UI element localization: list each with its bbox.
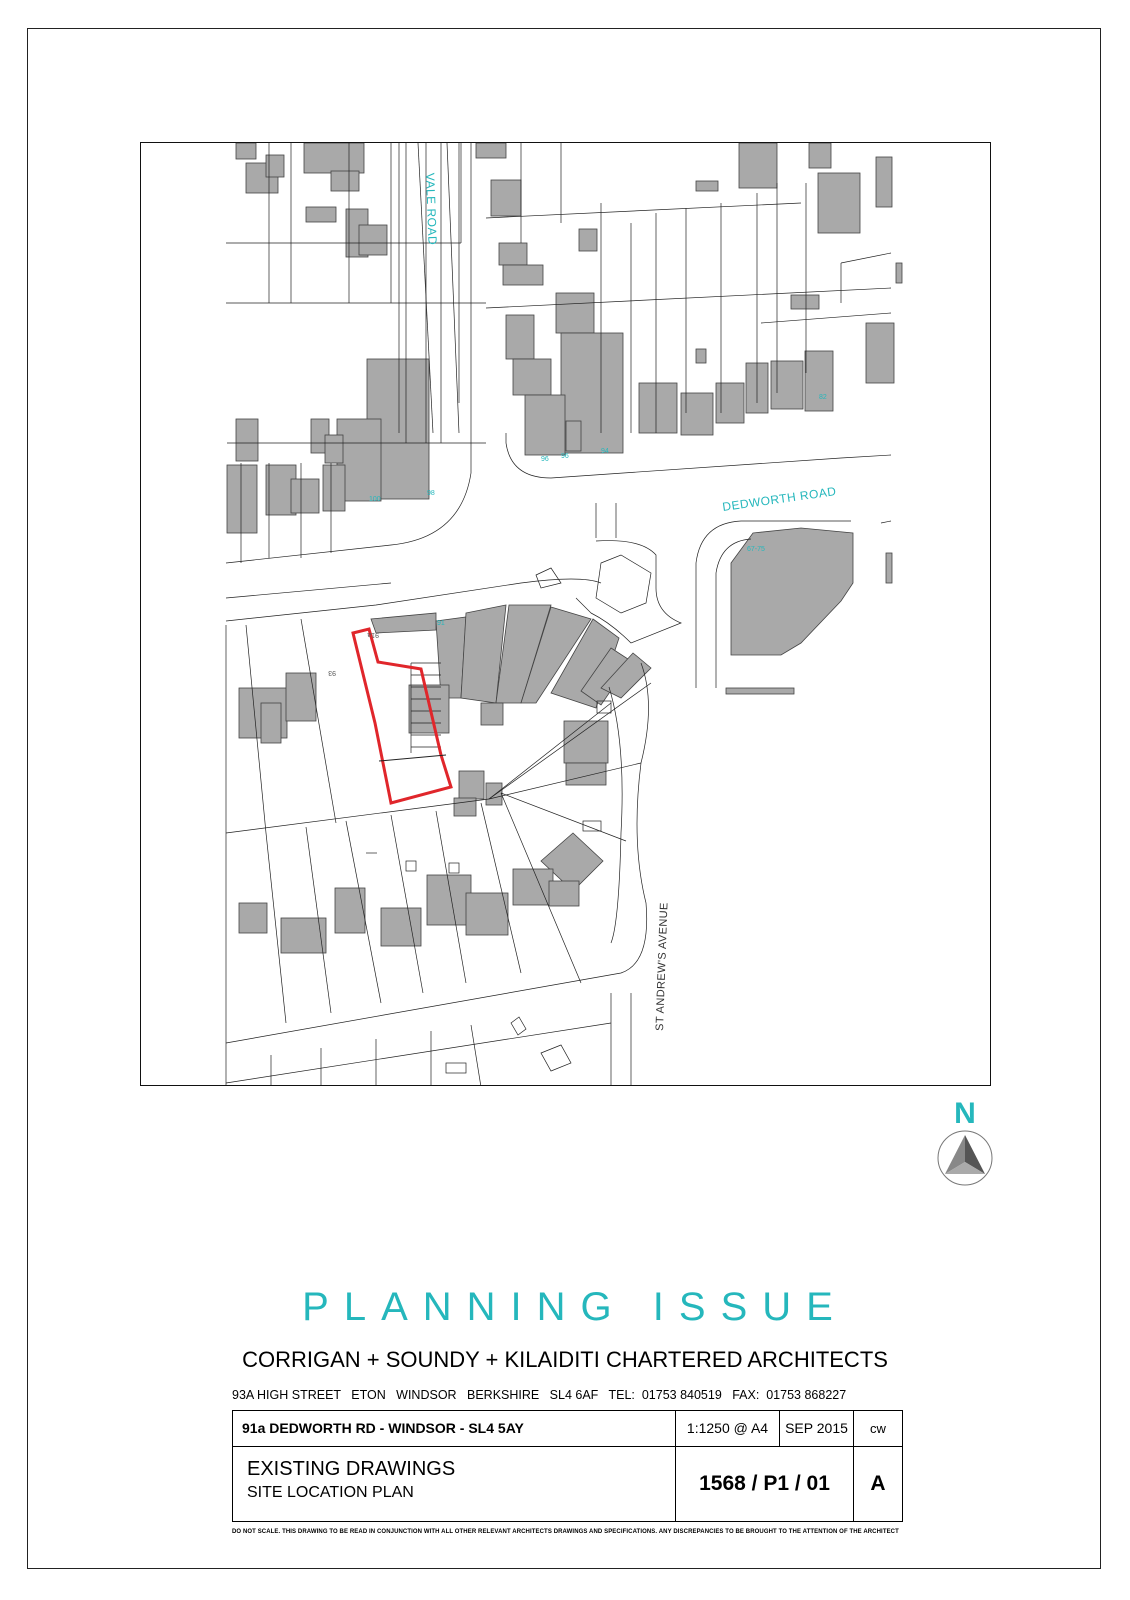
house-number-96: 96 bbox=[541, 456, 549, 463]
drawing-number: 1568 / P1 / 01 bbox=[676, 1447, 854, 1521]
house-number-94: 94 bbox=[601, 448, 609, 455]
house-number-93: 93 bbox=[328, 669, 336, 676]
drawing-date: SEP 2015 bbox=[780, 1411, 854, 1447]
title-block bbox=[232, 1410, 903, 1522]
house-number-91: 91 bbox=[437, 620, 445, 627]
description-line-2: SITE LOCATION PLAN bbox=[247, 1484, 414, 1501]
north-arrow bbox=[930, 1098, 1000, 1188]
house-number-96b: 96 bbox=[561, 453, 569, 460]
planning-issue-title: PLANNING ISSUE bbox=[302, 1285, 848, 1329]
street-label-dedworth-road: DEDWORTH ROAD bbox=[721, 484, 838, 514]
map-drawing bbox=[141, 143, 991, 1086]
house-number-91a: 91a bbox=[367, 631, 379, 638]
north-letter: N bbox=[954, 1097, 976, 1130]
description-line-1: EXISTING DRAWINGS bbox=[247, 1458, 456, 1480]
drawn-by: cw bbox=[854, 1411, 902, 1447]
buildings bbox=[227, 143, 902, 953]
house-number-67-75: 67-75 bbox=[747, 546, 765, 553]
firm-name: CORRIGAN + SOUNDY + KILAIDITI CHARTERED ARCHITECTS bbox=[242, 1347, 888, 1372]
drawing-scale: 1:1250 @ A4 bbox=[676, 1411, 780, 1447]
disclaimer: DO NOT SCALE. THIS DRAWING TO BE READ IN CONJUNCTION WITH ALL OTHER RELEVANT ARCHITECTS DRAWINGS AND SPECIFICATIONS. ANY DISCREPANCIES TO BE BROUGHT TO THE ATTENTION OF THE ARCHITECT bbox=[232, 1529, 899, 1535]
street-label-st-andrews-avenue: ST ANDREW'S AVENUE bbox=[654, 902, 671, 1032]
drawing-description bbox=[233, 1447, 676, 1521]
house-number-100: 100 bbox=[369, 496, 381, 503]
site-location-map bbox=[140, 142, 991, 1086]
firm-address: 93A HIGH STREET ETON WINDSOR BERKSHIRE SL4 6AF TEL: 01753 840519 FAX: 01753 868227 bbox=[232, 1388, 847, 1402]
north-arrow-icon bbox=[937, 1130, 993, 1186]
house-number-82: 82 bbox=[819, 394, 827, 401]
street-label-vale-road: VALE ROAD bbox=[423, 172, 440, 246]
revision: A bbox=[870, 1472, 886, 1495]
project-address: 91a DEDWORTH RD - WINDSOR - SL4 5AY bbox=[233, 1411, 676, 1447]
house-number-98: 98 bbox=[427, 490, 435, 497]
